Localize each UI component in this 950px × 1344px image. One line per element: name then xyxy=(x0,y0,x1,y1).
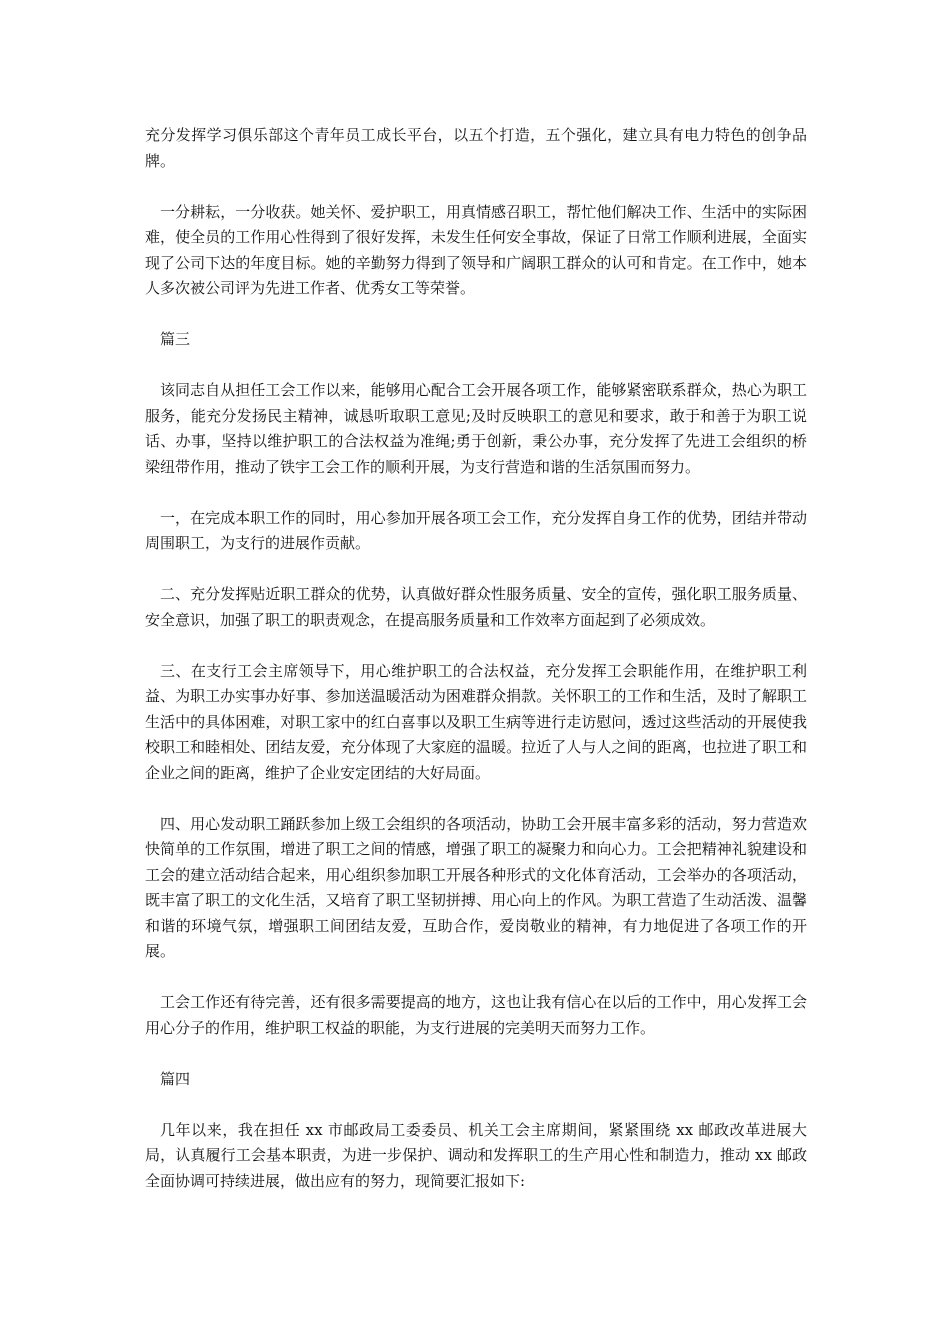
paragraph-point-3: 三、在支行工会主席领导下，用心维护职工的合法权益，充分发挥工会职能作用，在维护职工利益、为职工办实事办好事、参加送温暖活动为困难群众捐款。关怀职工的工作和生活，及时了解职工生活中的具体困难，对职工家中的红白喜事以及职工生病等进行走访慰问，透过这些活动的开展使我校职工和睦相处、团结友爱，充分体现了大家庭的温暖。拉近了人与人之间的距离，也拉进了职工和企业之间的距离，维护了企业安定团结的大好局面。 xyxy=(145,661,807,782)
paragraph-harvest: 一分耕耘，一分收获。她关怀、爱护职工，用真情感召职工，帮忙他们解决工作、生活中的实际困难，使全员的工作用心性得到了很好发挥，未发生任何安全事故，保证了日常工作顺利进展，全面实现了公司下达的年度目标。她的辛勤努力得到了领导和广阔职工群众的认可和肯定。在工作中，她本人多次被公司评为先进工作者、优秀女工等荣誉。 xyxy=(145,202,807,297)
section-heading-3: 篇三 xyxy=(160,330,191,348)
paragraph-conclusion: 工会工作还有待完善，还有很多需要提高的地方，这也让我有信心在以后的工作中，用心发挥工会用心分子的作用，维护职工权益的职能，为支行进展的完美明天而努力工作。 xyxy=(145,993,807,1037)
paragraph-point-2: 二、充分发挥贴近职工群众的优势，认真做好群众性服务质量、安全的宣传，强化职工服务质量、安全意识，加强了职工的职责观念，在提高服务质量和工作效率方面起到了必须成效。 xyxy=(145,585,807,629)
paragraph-report: 几年以来，我在担任 xx 市邮政局工委委员、机关工会主席期间，紧紧围绕 xx 邮政改革进展大局，认真履行工会基本职责，为进一步保护、调动和发挥职工的生产用心性和制造力，推动 xx 邮政全面协调可持续进展，做出应有的努力，现简要汇报如下: xyxy=(145,1120,807,1190)
section-heading-4: 篇四 xyxy=(160,1069,191,1088)
paragraph-point-4: 四、用心发动职工踊跃参加上级工会组织的各项活动，协助工会开展丰富多彩的活动，努力营造欢快简单的工作氛围，增进了职工之间的情感，增强了职工的凝聚力和向心力。工会把精神礼貌建设和工会的建立活动结合起来，用心组织参加职工开展各种形式的文化体育活动，工会举办的各项活动，既丰富了职工的文化生活，又培育了职工坚韧拼搏、用心向上的作风。为职工营造了生动活泼、温馨和谐的环境气氛，增强职工间团结友爱，互助合作，爱岗敬业的精神，有力地促进了各项工作的开展。 xyxy=(145,814,807,960)
paragraph-point-1: 一，在完成本职工作的同时，用心参加开展各项工会工作，充分发挥自身工作的优势，团结并带动周围职工，为支行的进展作贡献。 xyxy=(145,508,807,552)
paragraph-union-work: 该同志自从担任工会工作以来，能够用心配合工会开展各项工作，能够紧密联系群众，热心为职工服务，能充分发扬民主精神，诚恳听取职工意见;及时反映职工的意见和要求，敢于和善于为职工说话、办事，坚持以维护职工的合法权益为准绳;勇于创新，秉公办事，充分发挥了先进工会组织的桥梁纽带作用，推动了铁宇工会工作的顺利开展，为支行营造和谐的生活氛围而努力。 xyxy=(145,381,807,476)
document-page xyxy=(145,123,807,1220)
paragraph-intro: 充分发挥学习俱乐部这个青年员工成长平台，以五个打造，五个强化，建立具有电力特色的创争品牌。 xyxy=(145,126,807,170)
